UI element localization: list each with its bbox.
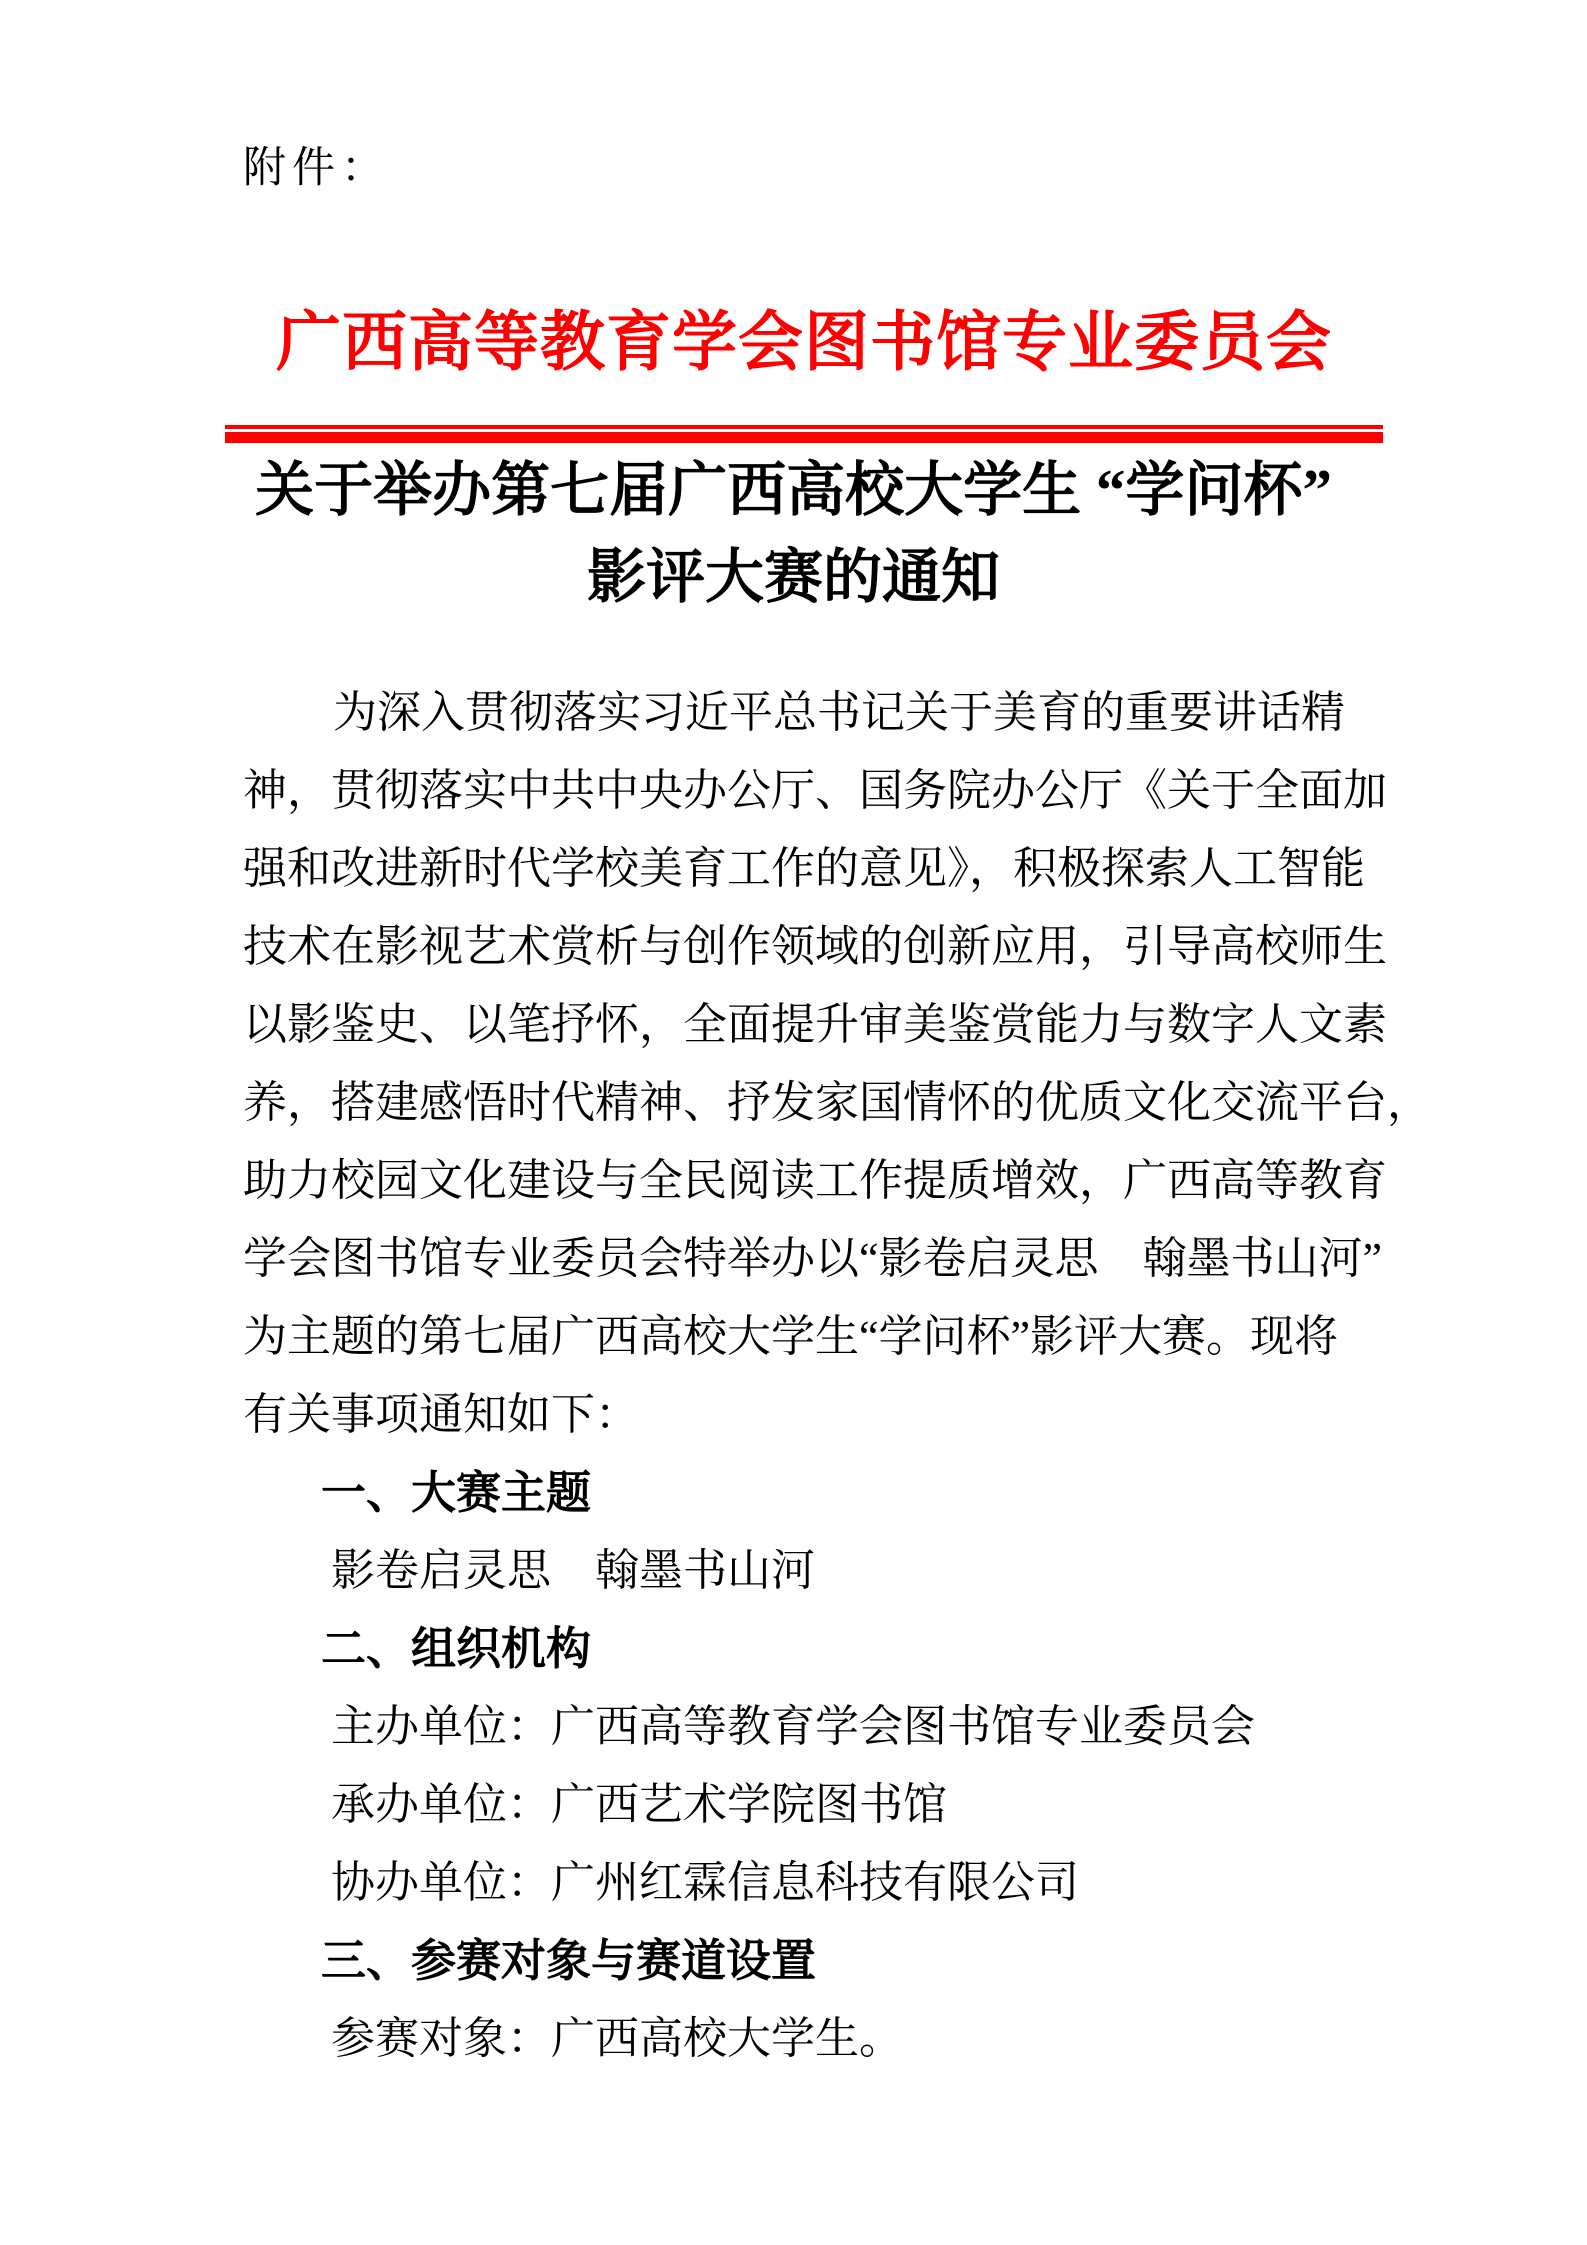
org-title: 广西高等教育学会图书馆专业委员会 (275, 307, 1332, 379)
paragraph-line: 养，搭建感悟时代精神、抒发家国情怀的优质文化交流平台， (243, 1078, 1431, 1127)
paragraph-line: 有关事项通知如下： (243, 1390, 639, 1439)
paragraph-line: 为深入贯彻落实习近平总书记关于美育的重要讲话精 (333, 688, 1345, 737)
paragraph-line: 技术在影视艺术赏析与创作领域的创新应用，引导高校师生 (243, 922, 1387, 971)
paragraph-line: 为主题的第七届广西高校大学生“学问杯”影评大赛。现将 (243, 1312, 1339, 1361)
section-line-organizer: 承办单位：广西艺术学院图书馆 (331, 1780, 947, 1829)
paragraph-line: 强和改进新时代学校美育工作的意见》，积极探索人工智能 (243, 844, 1365, 893)
doc-title-line-2: 影评大赛的通知 (586, 544, 1000, 610)
section-line-host: 主办单位：广西高等教育学会图书馆专业委员会 (331, 1702, 1255, 1751)
section-line-co-organizer: 协办单位：广州红霖信息科技有限公司 (331, 1858, 1079, 1907)
notice-body (243, 674, 1433, 2078)
section-heading-theme: 一、大赛主题 (321, 1467, 592, 1518)
doc-title-line-1: 关于举办第七届广西高校大学生 “学问杯” (255, 457, 1332, 523)
section-line-participants: 参赛对象：广西高校大学生。 (331, 2014, 903, 2063)
section-heading-organization: 二、组织机构 (321, 1623, 592, 1674)
section-heading-participants: 三、参赛对象与赛道设置 (321, 1935, 817, 1986)
paragraph-line: 助力校园文化建设与全民阅读工作提质增效，广西高等教育 (243, 1156, 1387, 1205)
doc-title (0, 447, 1587, 621)
attachment-label: 附件： (243, 145, 390, 192)
paragraph-line: 神，贯彻落实中共中央办公厅、国务院办公厅《关于全面加 (243, 766, 1387, 815)
paragraph-line: 学会图书馆专业委员会特举办以“影卷启灵思 翰墨书山河” (243, 1234, 1383, 1283)
section-line-theme: 影卷启灵思 翰墨书山河 (331, 1546, 815, 1595)
red-rule-thick-line (225, 432, 1383, 443)
paragraph-line: 以影鉴史、以笔抒怀，全面提升审美鉴赏能力与数字人文素 (243, 1000, 1387, 1049)
red-double-rule (225, 425, 1383, 443)
